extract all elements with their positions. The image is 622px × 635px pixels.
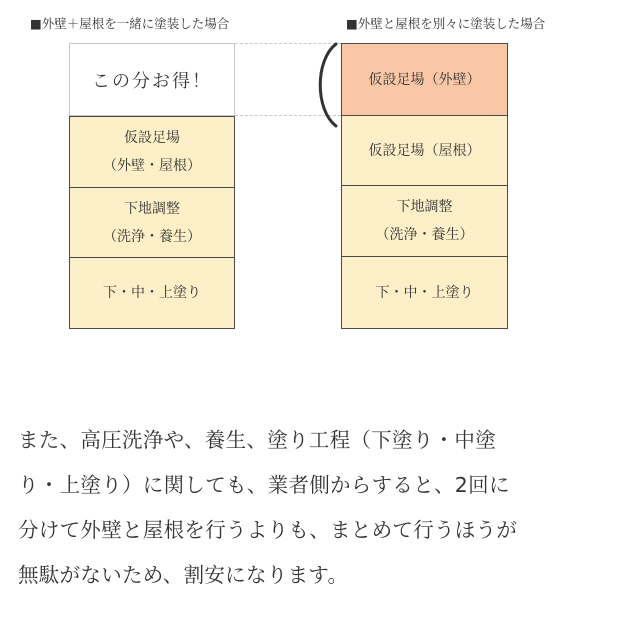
right-cell-prep-line1: 下地調整 bbox=[396, 199, 453, 215]
right-cell-coating bbox=[341, 257, 508, 329]
right-cell-coating-label: 下・中・上塗り bbox=[375, 284, 474, 301]
bracket-mark bbox=[303, 40, 343, 130]
left-cell-prep bbox=[69, 188, 235, 258]
left-diagram-caption: ■外壁＋屋根を一緒に塗装した場合 bbox=[30, 16, 230, 31]
left-cell-scaffold bbox=[69, 116, 235, 188]
left-cell-scaffold-line2: （外壁・屋根） bbox=[103, 158, 201, 174]
right-cell-scaffold-roof bbox=[341, 116, 508, 186]
left-cell-prep-line2: （洗浄・養生） bbox=[103, 228, 201, 245]
body-paragraph bbox=[18, 418, 608, 598]
right-cell-prep bbox=[341, 186, 508, 257]
paragraph-line: り・上塗り）に関しても、業者側からすると、2回に bbox=[18, 473, 510, 497]
left-cell-prep-line1: 下地調整 bbox=[124, 200, 180, 217]
right-cell-scaffold-roof-label: 仮設足場（屋根） bbox=[368, 142, 481, 159]
right-diagram-caption: ■外壁と屋根を別々に塗装した場合 bbox=[346, 16, 546, 31]
right-cell-scaffold-wall-label: 仮設足場（外壁） bbox=[368, 71, 481, 88]
right-cell-scaffold-wall bbox=[341, 43, 508, 116]
right-cell-prep-line2: （洗浄・養生） bbox=[375, 227, 474, 243]
paragraph-line: 無駄がないため、割安になります。 bbox=[18, 563, 349, 587]
paragraph-line: また、高圧洗浄や、養生、塗り工程（下塗り・中塗 bbox=[18, 428, 496, 452]
savings-box: この分お得！ bbox=[69, 43, 235, 116]
left-cell-scaffold-line1: 仮設足場 bbox=[124, 130, 180, 146]
left-cell-coating-label: 下・中・上塗り bbox=[103, 285, 201, 301]
paragraph-line: 分けて外壁と屋根を行うよりも、まとめて行うほうが bbox=[18, 518, 518, 542]
left-cell-coating bbox=[69, 258, 235, 329]
